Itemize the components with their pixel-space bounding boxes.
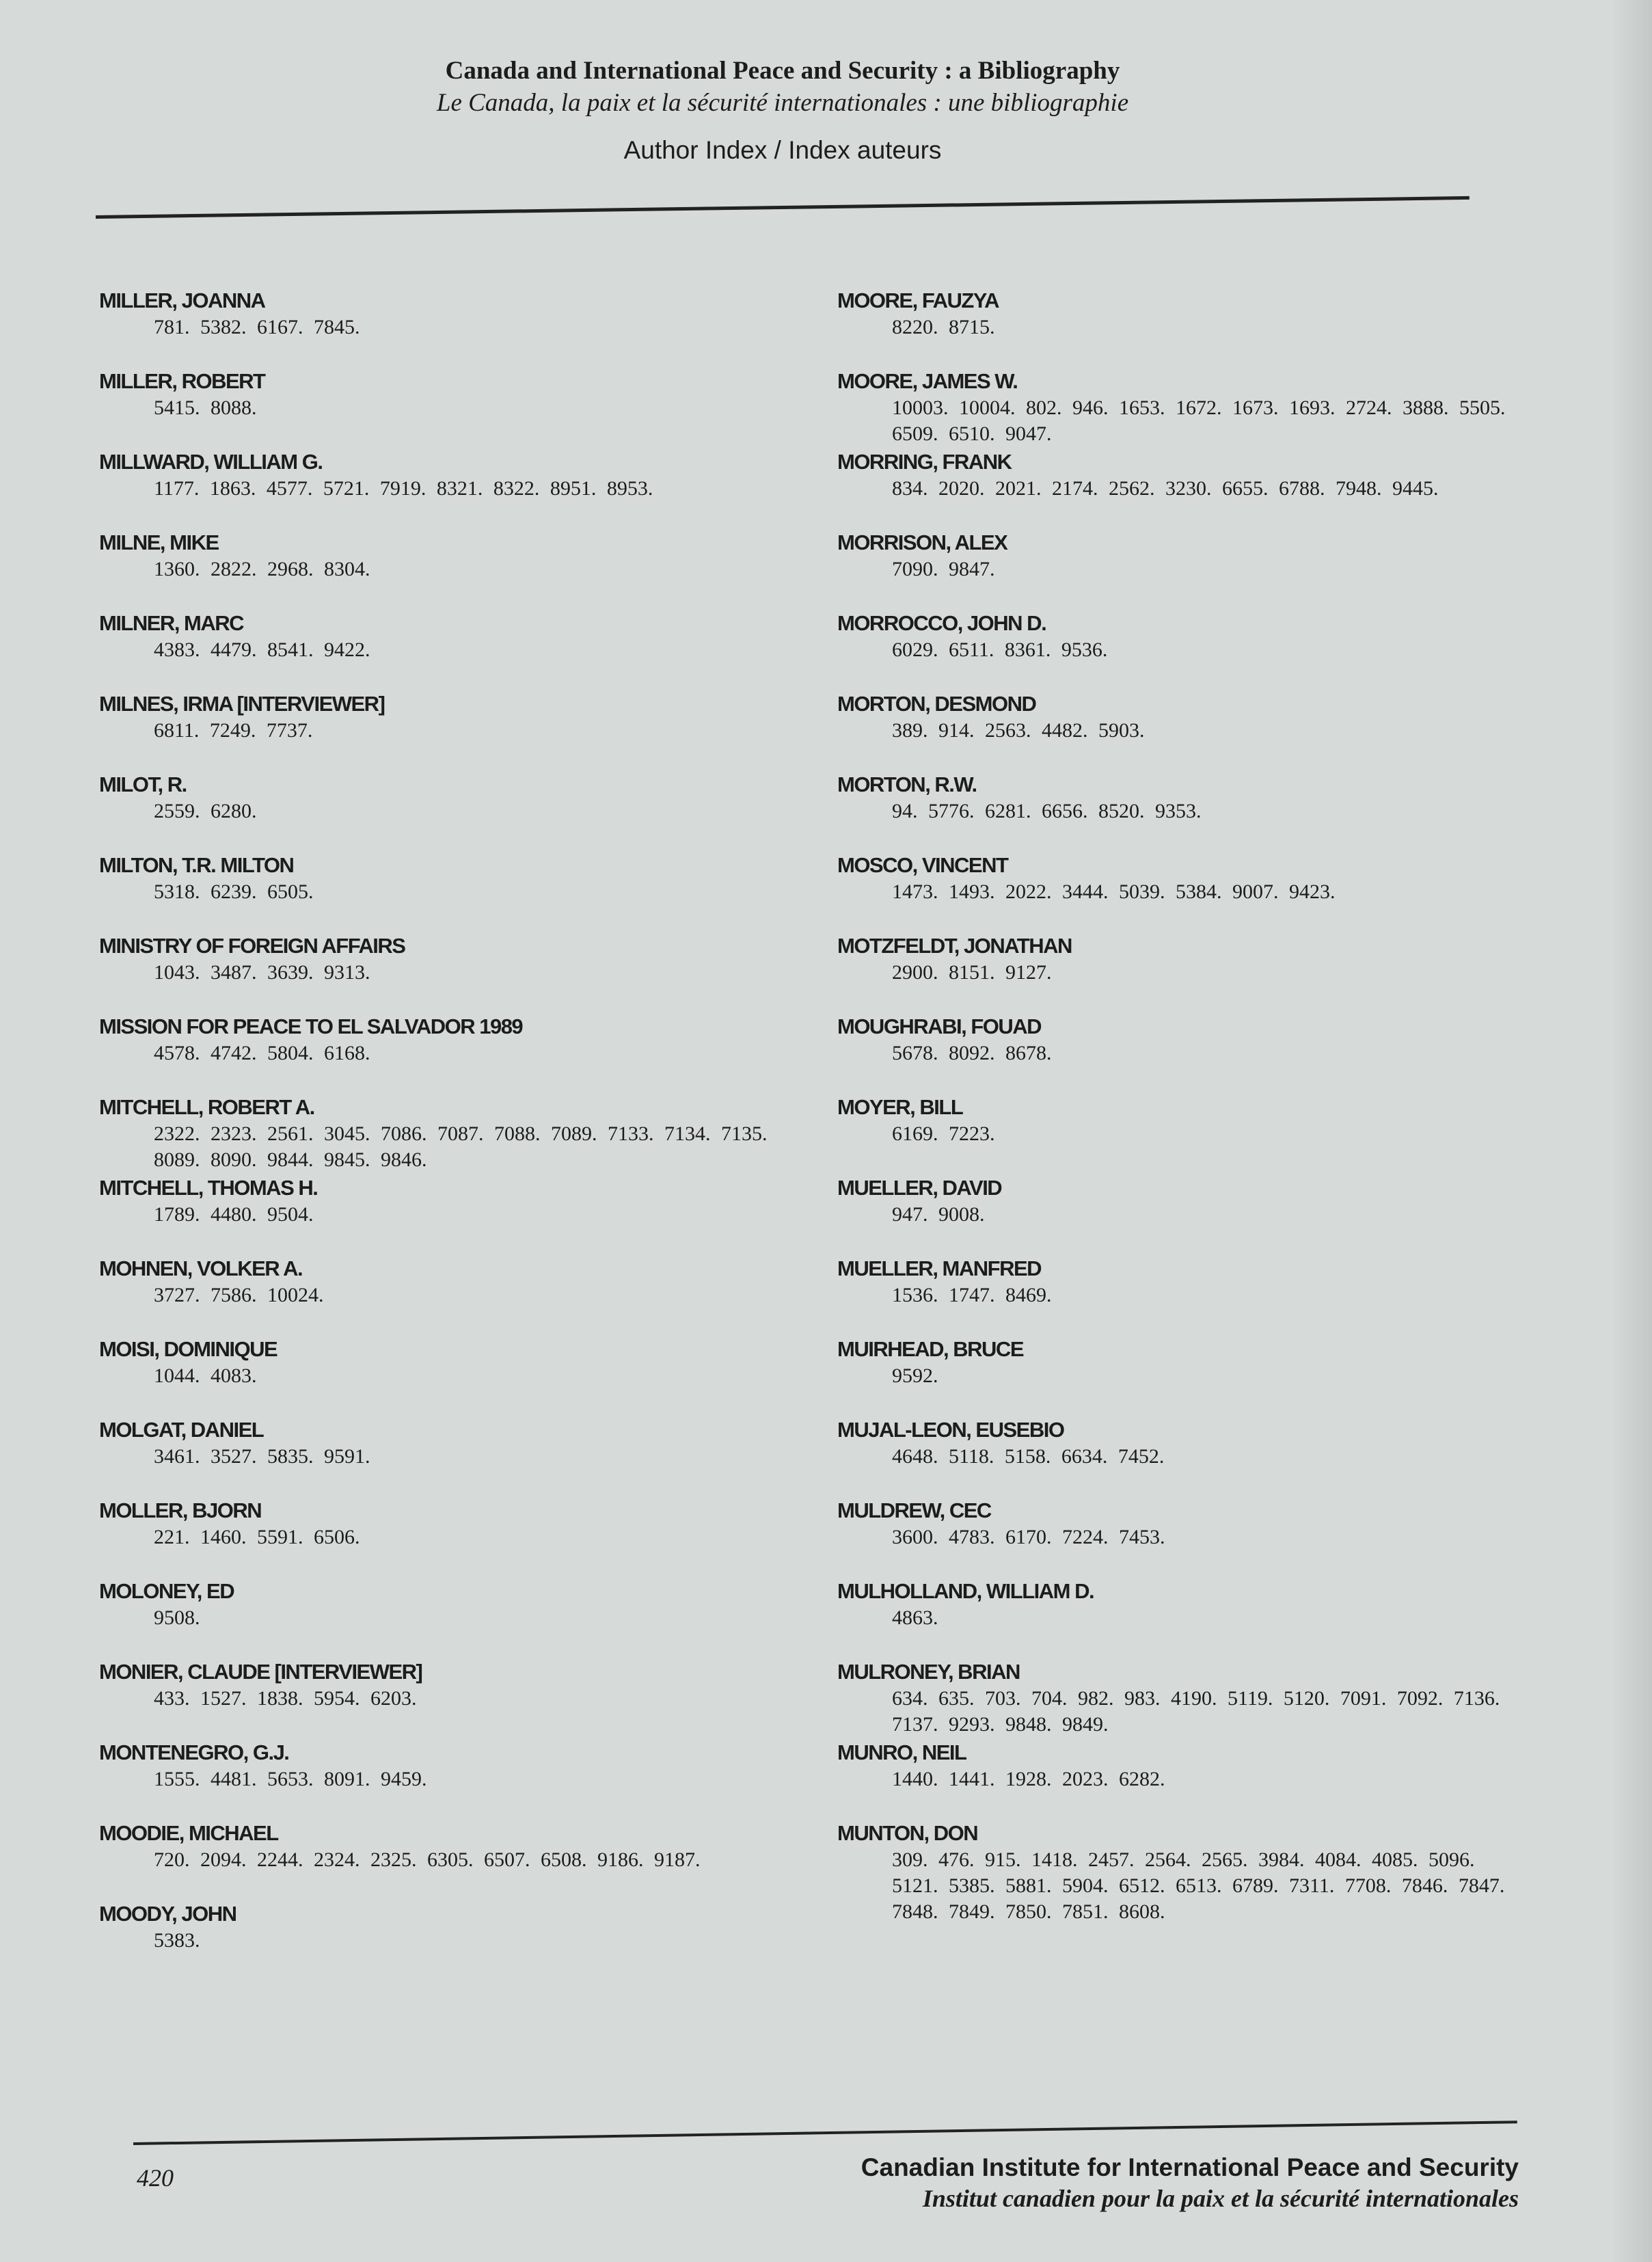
- reference-numbers: 5318. 6239. 6505.: [154, 880, 314, 903]
- author-entry: [99, 1739, 817, 1820]
- author-entry: [99, 1013, 817, 1094]
- reference-numbers: 6169. 7223.: [892, 1122, 995, 1145]
- reference-numbers: 781. 5382. 6167. 7845.: [154, 316, 360, 338]
- reference-numbers: 5383.: [154, 1929, 200, 1952]
- reference-numbers: 221. 1460. 5591. 6506.: [154, 1526, 360, 1548]
- author-name: MITCHELL, THOMAS H.: [99, 1176, 318, 1200]
- author-entry: [99, 690, 817, 771]
- author-column-right: [837, 287, 1555, 1923]
- author-entry: [99, 1497, 817, 1578]
- footer-institute: [861, 2152, 1519, 2213]
- author-name: MILNES, IRMA [INTERVIEWER]: [99, 692, 385, 716]
- author-entry: [99, 771, 817, 852]
- author-entry: [837, 1336, 1555, 1416]
- author-name: MUIRHEAD, BRUCE: [837, 1337, 1023, 1361]
- author-column-left: [99, 287, 817, 1981]
- reference-numbers: 1043. 3487. 3639. 9313.: [154, 961, 370, 984]
- reference-numbers: 1789. 4480. 9504.: [154, 1203, 314, 1226]
- author-entry: [837, 1658, 1555, 1739]
- reference-numbers: 2322. 2323. 2561. 3045. 7086. 7087. 7088. 7089. 7133. 7134. 7135. 8089. 8090. 9844. 9845. 9846.: [154, 1122, 768, 1171]
- reference-numbers: 1360. 2822. 2968. 8304.: [154, 558, 370, 580]
- author-name: MILTON, T.R. MILTON: [99, 853, 294, 877]
- institute-name-fr: Institut canadien pour la paix et la sécurité internationales: [922, 2185, 1519, 2212]
- author-entry: [99, 1416, 817, 1497]
- author-name: MORROCCO, JOHN D.: [837, 611, 1046, 635]
- author-entry: [837, 1013, 1555, 1094]
- author-entry: [837, 610, 1555, 690]
- author-entry: [99, 932, 817, 1013]
- author-entry: [837, 448, 1555, 529]
- author-name: MOHNEN, VOLKER A.: [99, 1256, 303, 1280]
- author-name: MINISTRY OF FOREIGN AFFAIRS: [99, 934, 405, 958]
- reference-numbers: 4383. 4479. 8541. 9422.: [154, 638, 370, 661]
- author-name: MUNRO, NEIL: [837, 1740, 966, 1764]
- page-number: 420: [137, 2164, 174, 2192]
- author-entry: [99, 1578, 817, 1658]
- reference-numbers: 433. 1527. 1838. 5954. 6203.: [154, 1687, 417, 1710]
- author-entry: [99, 1820, 817, 1900]
- author-entry: [99, 610, 817, 690]
- reference-numbers: 6029. 6511. 8361. 9536.: [892, 638, 1108, 661]
- author-name: MILNER, MARC: [99, 611, 244, 635]
- reference-numbers: 4648. 5118. 5158. 6634. 7452.: [892, 1445, 1165, 1468]
- author-entry: [99, 448, 817, 529]
- reference-numbers: 9592.: [892, 1364, 938, 1387]
- author-entry: [99, 1900, 817, 1981]
- author-entry: [99, 529, 817, 610]
- author-name: MUELLER, DAVID: [837, 1176, 1002, 1200]
- author-name: MILLER, ROBERT: [99, 369, 265, 393]
- header-divider: [96, 196, 1470, 219]
- footer-divider: [133, 2120, 1517, 2145]
- author-name: MORTON, DESMOND: [837, 692, 1036, 716]
- author-name: MOODY, JOHN: [99, 1902, 236, 1926]
- author-name: MILOT, R.: [99, 772, 187, 796]
- author-name: MULRONEY, BRIAN: [837, 1660, 1020, 1684]
- reference-numbers: 720. 2094. 2244. 2324. 2325. 6305. 6507. 6508. 9186. 9187.: [154, 1848, 701, 1871]
- author-entry: [837, 1174, 1555, 1255]
- page-header: [0, 55, 1565, 167]
- reference-numbers: 3600. 4783. 6170. 7224. 7453.: [892, 1526, 1165, 1548]
- reference-numbers: 1044. 4083.: [154, 1364, 257, 1387]
- reference-numbers: 947. 9008.: [892, 1203, 985, 1226]
- reference-numbers: 1555. 4481. 5653. 8091. 9459.: [154, 1768, 427, 1790]
- author-name: MONIER, CLAUDE [INTERVIEWER]: [99, 1660, 422, 1684]
- author-entry: [837, 932, 1555, 1013]
- reference-numbers: 634. 635. 703. 704. 982. 983. 4190. 5119. 5120. 7091. 7092. 7136. 7137. 9293. 9848. 9849.: [892, 1687, 1500, 1736]
- author-entry: [837, 771, 1555, 852]
- reference-numbers: 1177. 1863. 4577. 5721. 7919. 8321. 8322. 8951. 8953.: [154, 477, 653, 500]
- reference-numbers: 4863.: [892, 1606, 938, 1629]
- author-entry: [837, 852, 1555, 932]
- reference-numbers: 2900. 8151. 9127.: [892, 961, 1052, 984]
- reference-numbers: 5678. 8092. 8678.: [892, 1042, 1052, 1064]
- reference-numbers: 1536. 1747. 8469.: [892, 1284, 1052, 1306]
- author-entry: [99, 852, 817, 932]
- author-name: MILLER, JOANNA: [99, 288, 265, 312]
- author-entry: [99, 368, 817, 448]
- author-name: MILNE, MIKE: [99, 530, 219, 554]
- reference-numbers: 2559. 6280.: [154, 800, 257, 822]
- author-entry: [837, 1739, 1555, 1820]
- author-name: MUNTON, DON: [837, 1821, 978, 1845]
- reference-numbers: 3461. 3527. 5835. 9591.: [154, 1445, 370, 1468]
- author-name: MOSCO, VINCENT: [837, 853, 1008, 877]
- author-entry: [99, 287, 817, 368]
- reference-numbers: 6811. 7249. 7737.: [154, 719, 313, 742]
- reference-numbers: 10003. 10004. 802. 946. 1653. 1672. 1673. 1693. 2724. 3888. 5505. 6509. 6510. 9047.: [892, 396, 1506, 445]
- author-name: MOUGHRABI, FOUAD: [837, 1014, 1042, 1038]
- author-name: MOLLER, BJORN: [99, 1498, 262, 1522]
- author-entry: [99, 1174, 817, 1255]
- author-entry: [837, 690, 1555, 771]
- reference-numbers: 309. 476. 915. 1418. 2457. 2564. 2565. 3984. 4084. 4085. 5096. 5121. 5385. 5881. 5904. 6512. 6513. 6789. 7311. 7708. 7846. 7847. 7848. 7849. 7850. 7851. 8608.: [892, 1848, 1505, 1923]
- author-name: MOYER, BILL: [837, 1095, 963, 1119]
- author-name: MOORE, JAMES W.: [837, 369, 1018, 393]
- reference-numbers: 1440. 1441. 1928. 2023. 6282.: [892, 1768, 1165, 1790]
- reference-numbers: 834. 2020. 2021. 2174. 2562. 3230. 6655. 6788. 7948. 9445.: [892, 477, 1439, 500]
- author-name: MORRING, FRANK: [837, 450, 1012, 474]
- author-name: MUJAL-LEON, EUSEBIO: [837, 1418, 1064, 1442]
- author-entry: [837, 287, 1555, 368]
- author-entry: [99, 1336, 817, 1416]
- author-entry: [837, 529, 1555, 610]
- author-entry: [99, 1094, 817, 1174]
- author-name: MUELLER, MANFRED: [837, 1256, 1042, 1280]
- bibliography-title-fr: Le Canada, la paix et la sécurité internationales : une bibliographie: [436, 89, 1129, 117]
- reference-numbers: 5415. 8088.: [154, 396, 257, 419]
- reference-numbers: 7090. 9847.: [892, 558, 995, 580]
- page-edge-shadow: [1611, 0, 1652, 2262]
- author-entry: [99, 1658, 817, 1739]
- reference-numbers: 1473. 1493. 2022. 3444. 5039. 5384. 9007. 9423.: [892, 880, 1336, 903]
- author-entry: [837, 368, 1555, 448]
- author-name: MISSION FOR PEACE TO EL SALVADOR 1989: [99, 1014, 523, 1038]
- reference-numbers: 8220. 8715.: [892, 316, 995, 338]
- bibliography-title-en: Canada and International Peace and Security : a Bibliography: [445, 57, 1120, 85]
- author-entry: [837, 1820, 1555, 1923]
- author-entry: [837, 1416, 1555, 1497]
- author-entry: [99, 1255, 817, 1336]
- author-name: MULDREW, CEC: [837, 1498, 991, 1522]
- author-entry: [837, 1578, 1555, 1658]
- reference-numbers: 9508.: [154, 1606, 200, 1629]
- author-name: MULHOLLAND, WILLIAM D.: [837, 1579, 1094, 1603]
- author-name: MITCHELL, ROBERT A.: [99, 1095, 314, 1119]
- author-name: MOODIE, MICHAEL: [99, 1821, 278, 1845]
- author-name: MORTON, R.W.: [837, 772, 977, 796]
- reference-numbers: 3727. 7586. 10024.: [154, 1284, 324, 1306]
- author-name: MOTZFELDT, JONATHAN: [837, 934, 1072, 958]
- institute-name-en: Canadian Institute for International Peace and Security: [861, 2153, 1519, 2181]
- author-name: MONTENEGRO, G.J.: [99, 1740, 289, 1764]
- author-name: MOLGAT, DANIEL: [99, 1418, 264, 1442]
- author-entry: [837, 1497, 1555, 1578]
- reference-numbers: 4578. 4742. 5804. 6168.: [154, 1042, 370, 1064]
- author-entry: [837, 1094, 1555, 1174]
- reference-numbers: 94. 5776. 6281. 6656. 8520. 9353.: [892, 800, 1202, 822]
- reference-numbers: 389. 914. 2563. 4482. 5903.: [892, 719, 1145, 742]
- author-entry: [837, 1255, 1555, 1336]
- author-name: MOORE, FAUZYA: [837, 288, 999, 312]
- author-name: MOLONEY, ED: [99, 1579, 234, 1603]
- index-subtitle: Author Index / Index auteurs: [623, 136, 942, 164]
- author-name: MILLWARD, WILLIAM G.: [99, 450, 323, 474]
- author-name: MOISI, DOMINIQUE: [99, 1337, 277, 1361]
- author-name: MORRISON, ALEX: [837, 530, 1007, 554]
